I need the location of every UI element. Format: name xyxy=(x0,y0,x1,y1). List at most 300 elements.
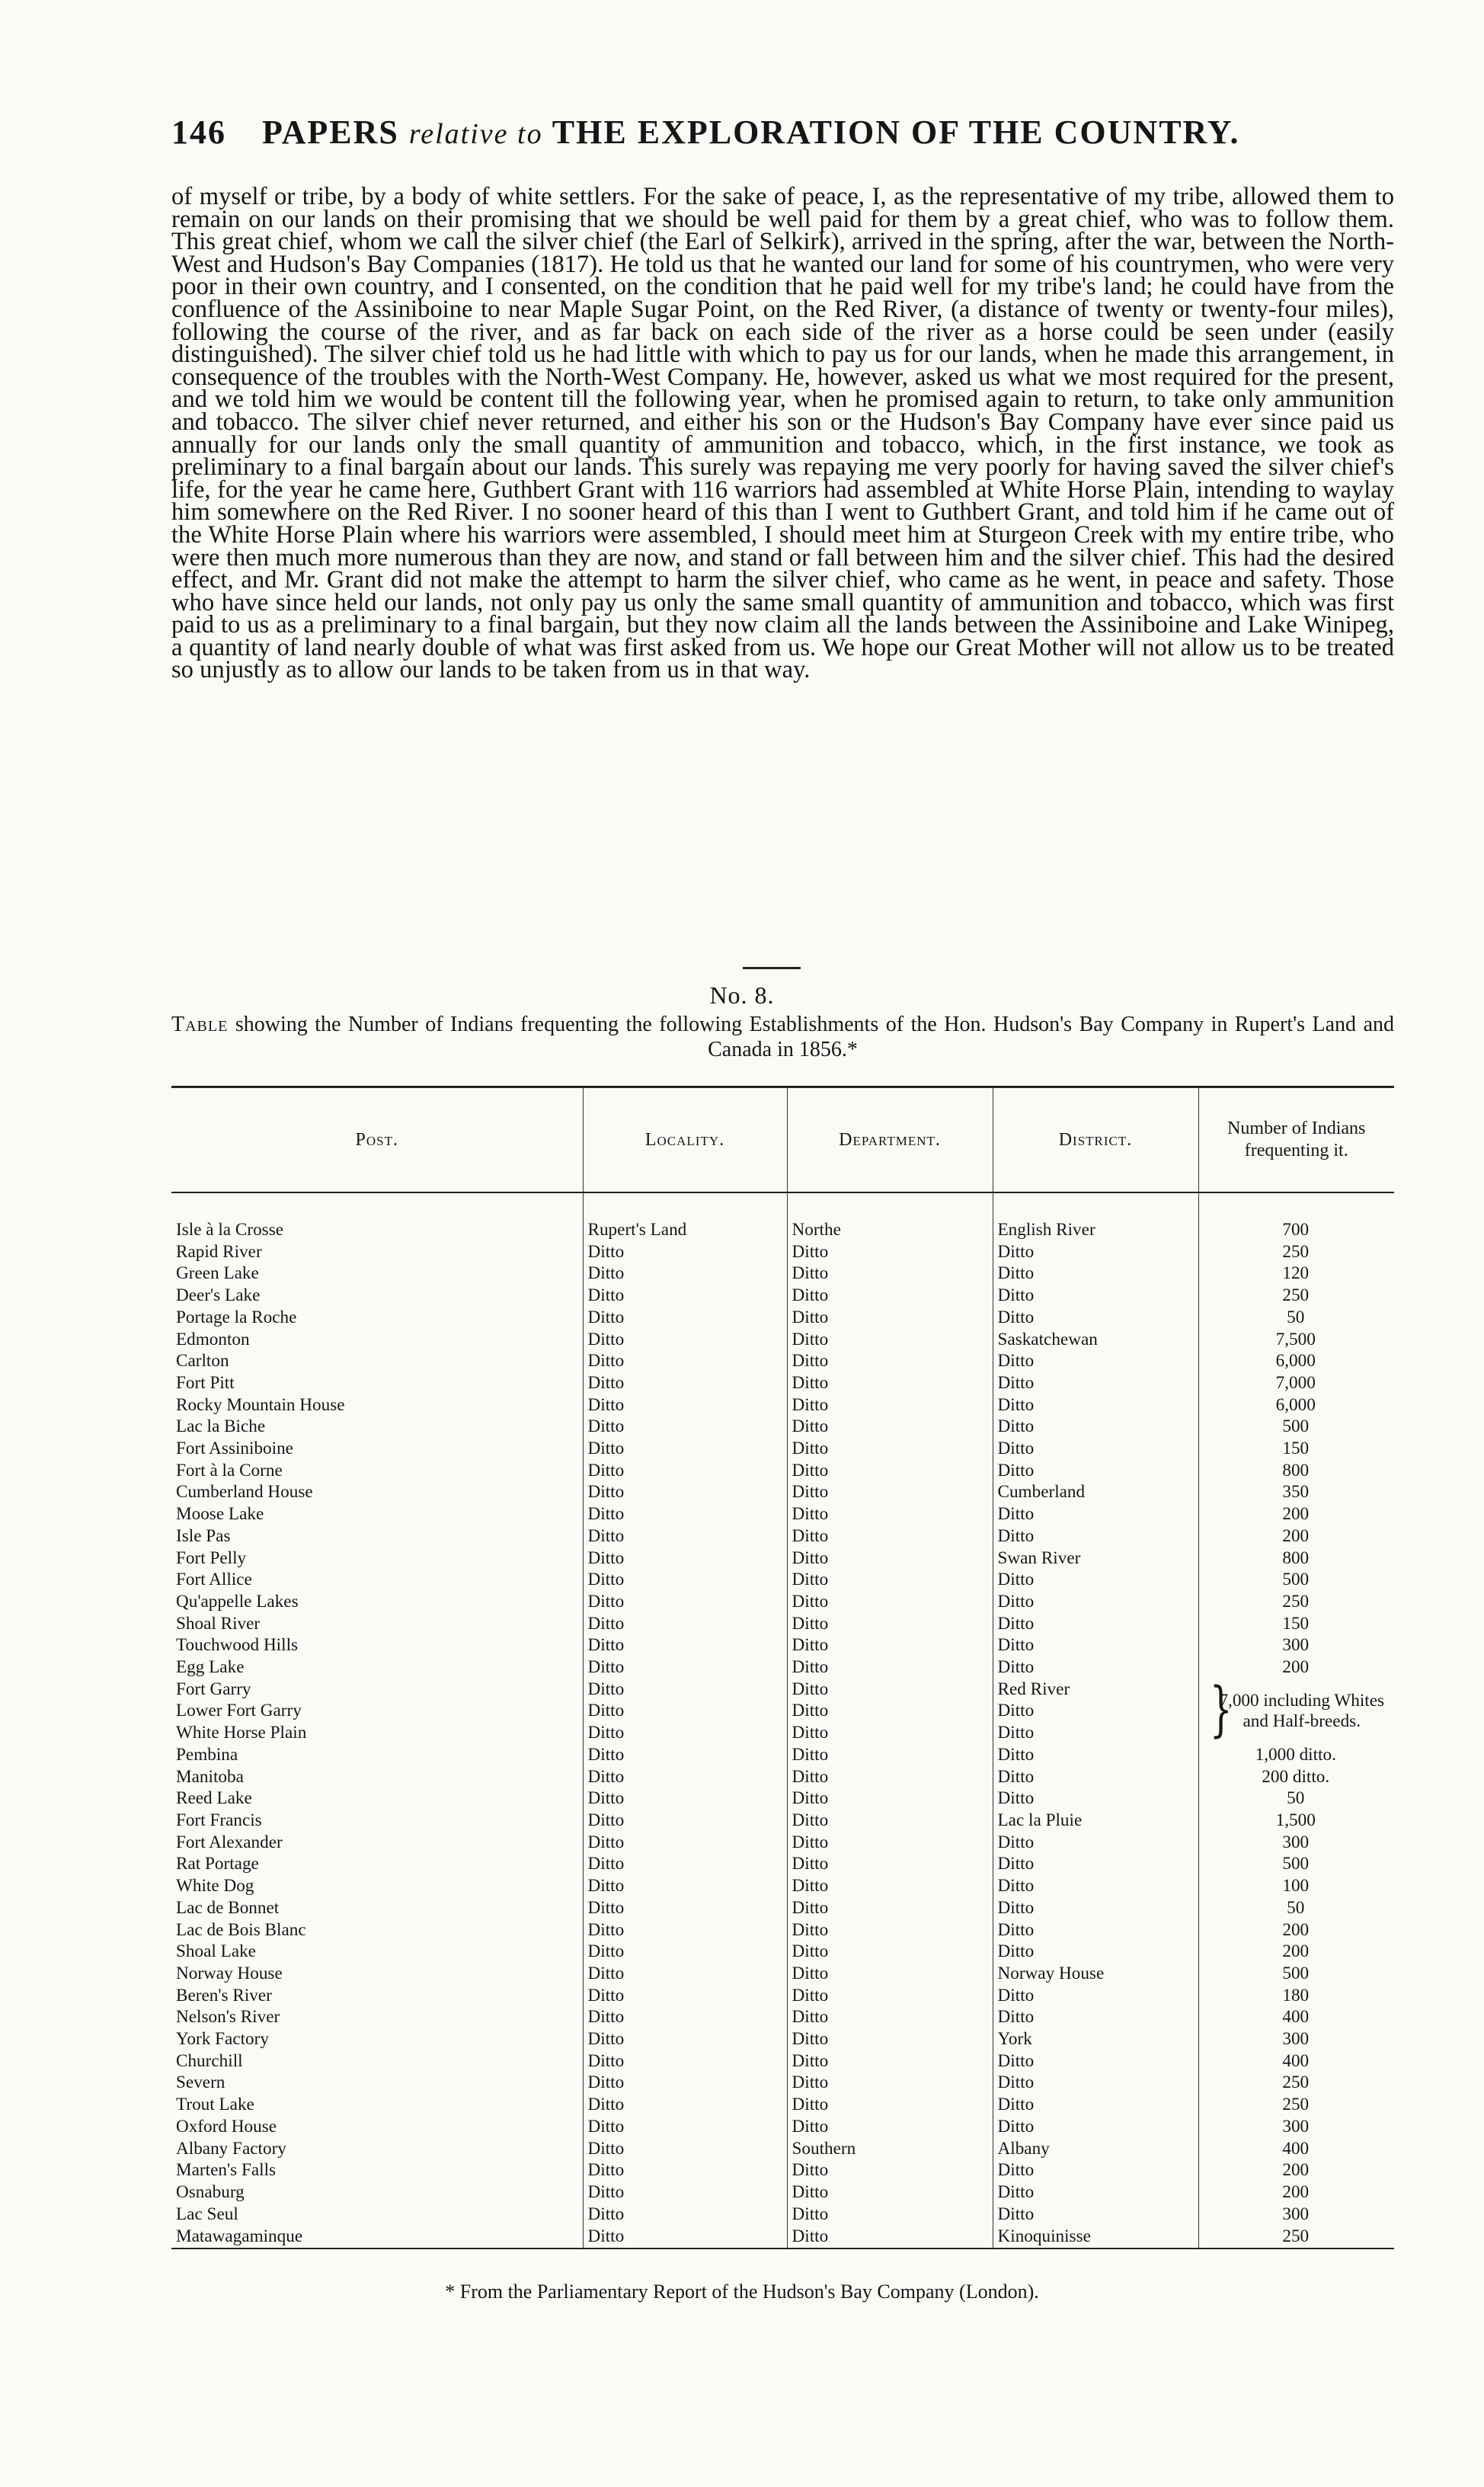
table-row xyxy=(171,1897,1394,1919)
table-row xyxy=(171,1525,1394,1548)
table-row xyxy=(171,1744,1394,1766)
cell-post: Fort Francis xyxy=(176,1810,262,1830)
cell-department: Ditto xyxy=(787,2050,993,2072)
cell-post: Severn xyxy=(176,2072,225,2093)
cell-department: Ditto xyxy=(787,1656,993,1679)
cell-district: Ditto xyxy=(993,2181,1198,2204)
cell-post: Fort Assiniboine xyxy=(176,1439,293,1459)
cell-district: Ditto xyxy=(993,2116,1198,2138)
cell-number: 7,500 xyxy=(1198,1329,1394,1351)
table-row xyxy=(171,1372,1394,1394)
cell-number: 200 xyxy=(1198,2159,1394,2181)
cell-post: Shoal Lake xyxy=(176,1941,256,1962)
cell-department: Ditto xyxy=(787,1985,993,2007)
table-row xyxy=(171,2181,1394,2204)
cell-number: 500 xyxy=(1198,1416,1394,1438)
cell-department: Ditto xyxy=(787,1394,993,1416)
cell-locality: Ditto xyxy=(583,1394,787,1416)
table-row xyxy=(171,2138,1394,2160)
cell-post: Lac la Biche xyxy=(176,1416,266,1437)
cell-locality: Ditto xyxy=(583,2116,787,2138)
header-locality: Locality. xyxy=(583,1087,787,1193)
cell-district: Ditto xyxy=(993,1656,1198,1679)
cell-department: Ditto xyxy=(787,1788,993,1810)
cell-department: Ditto xyxy=(787,2116,993,2138)
cell-number: 300 xyxy=(1198,1634,1394,1656)
cell-number: 200 xyxy=(1198,1919,1394,1941)
footnote: * From the Parliamentary Report of the Hudson's Bay Company (London). xyxy=(445,2281,1039,2303)
cell-post: Fort à la Corne xyxy=(176,1460,283,1480)
cell-district: Swan River xyxy=(993,1548,1198,1570)
cell-department: Ditto xyxy=(787,1613,993,1635)
table-row xyxy=(171,1307,1394,1329)
cell-locality: Ditto xyxy=(583,1853,787,1875)
running-title-italic: relative to xyxy=(408,118,543,150)
cell-post: White Dog xyxy=(176,1876,254,1896)
cell-department: Ditto xyxy=(787,1481,993,1503)
cell-locality: Ditto xyxy=(583,1744,787,1766)
cell-number: 150 xyxy=(1198,1438,1394,1460)
cell-district: Ditto xyxy=(993,1853,1198,1875)
cell-number: 180 xyxy=(1198,1985,1394,2007)
cell-number: 200 xyxy=(1198,1941,1394,1963)
cell-department: Ditto xyxy=(787,1810,993,1832)
cell-department: Ditto xyxy=(787,1372,993,1394)
cell-district: Ditto xyxy=(993,1372,1198,1394)
body-paragraph: of myself or tribe, by a body of white settlers. For the sake of peace, I, as the representative of my tribe, allowed them to remain on our lands on their promising that we should be well paid for them by a great chief, who was to follow them. This great chief, whom we call the silver chief (the Earl of Selkirk), arrived in the spring, after the war, between the North-West and Hudson's Bay Companies (1817). He told us that he wanted our land for some of his countrymen, who were very poor in their own country, and I consented, on the condition that he paid well for my tribe's land; he could have from the confluence of the Assiniboine to near Maple Sugar Point, on the Red River, (a distance of twenty or twenty-four miles), following the course of the river, and as far back on each side of the river as a horse could be seen under (easily distinguished). The silver chief told us he had little with which to pay us for our lands, when he made this arrangement, in consequence of the troubles with the North-West Company. He, however, asked us what we most required for the present, and we told him we would be content till the following year, when he promised again to return, to take only ammunition and tobacco. The silver chief never returned, and either his son or the Hudson's Bay Company have ever since paid us annually for our lands only the small quantity of ammunition and tobacco, which, in the first instance, we took as preliminary to a final bargain about our lands. This surely was repaying me very poorly for having saved the silver chief's life, for the year he came here, Guthbert Grant with 116 warriors had assembled at White Horse Plain, intending to waylay him somewhere on the Red River. I no sooner heard of this than I went to Guthbert Grant, and told him if he came out of the White Horse Plain where his warriors were assembled, I should meet him at Sturgeon Creek with my entire tribe, who were then much more numerous than they are now, and stand or fall between him and the silver chief. This had the desired effect, and Mr. Grant did not make the attempt to harm the silver chief, who came as he went, in peace and safety. Those who have since held our lands, not only pay us only the same small quantity of ammunition and tobacco, which was first paid to us as a preliminary to a final bargain, but they now claim all the lands between the Assiniboine and Lake Winipeg, a quantity of land nearly double of what was first asked from us. We hope our Great Mother will not allow us to be treated so unjustly as to allow our lands to be taken from us in that way. xyxy=(171,183,1394,684)
cell-post: Touchwood Hills xyxy=(176,1635,299,1656)
cell-locality: Ditto xyxy=(583,1569,787,1591)
cell-department: Ditto xyxy=(787,1329,993,1351)
cell-post: Trout Lake xyxy=(176,2095,254,2115)
cell-district: Ditto xyxy=(993,1307,1198,1329)
cell-locality: Ditto xyxy=(583,1613,787,1635)
cell-department: Ditto xyxy=(787,1503,993,1525)
table-row xyxy=(171,1679,1394,1701)
bracket-note: 7,000 including Whites and Half-breeds. xyxy=(1219,1690,1385,1731)
cell-number: 250 xyxy=(1198,2072,1394,2094)
cell-department: Ditto xyxy=(787,1744,993,1766)
table-row xyxy=(171,2116,1394,2138)
cell-post: Cumberland House xyxy=(176,1482,313,1503)
cell-post: York Factory xyxy=(176,2029,269,2050)
cell-locality: Ditto xyxy=(583,2181,787,2204)
cell-district: Ditto xyxy=(993,1416,1198,1438)
cell-post: Shoal River xyxy=(176,1613,261,1634)
cell-district: Ditto xyxy=(993,1613,1198,1635)
cell-district: Ditto xyxy=(993,1569,1198,1591)
cell-post: Lac de Bois Blanc xyxy=(176,1919,306,1940)
cell-department: Northe xyxy=(787,1219,993,1241)
cell-district: Ditto xyxy=(993,1875,1198,1897)
table-row xyxy=(171,1634,1394,1656)
cell-district: Ditto xyxy=(993,1525,1198,1548)
cell-post: Isle à la Crosse xyxy=(176,1220,284,1240)
cell-department: Ditto xyxy=(787,1700,993,1722)
cell-number: 800 xyxy=(1198,1548,1394,1570)
cell-number: 300 xyxy=(1198,1832,1394,1854)
table-row xyxy=(171,1219,1394,1241)
table-row xyxy=(171,1416,1394,1438)
cell-locality: Ditto xyxy=(583,1285,787,1307)
cell-post: Egg Lake xyxy=(176,1657,245,1678)
cell-district: Kinoquinisse xyxy=(993,2225,1198,2249)
table-row xyxy=(171,2072,1394,2094)
cell-number: 300 xyxy=(1198,2116,1394,2138)
cell-number: 250 xyxy=(1198,1241,1394,1263)
cell-locality: Ditto xyxy=(583,1722,787,1744)
cell-locality: Ditto xyxy=(583,1875,787,1897)
table-row xyxy=(171,2204,1394,2226)
cell-post: Rocky Mountain House xyxy=(176,1394,345,1415)
cell-post: Oxford House xyxy=(176,2116,277,2137)
cell-locality: Ditto xyxy=(583,1985,787,2007)
table-caption-lead: Table xyxy=(171,1013,229,1036)
cell-locality: Ditto xyxy=(583,1525,787,1548)
cell-department: Ditto xyxy=(787,2181,993,2204)
header-post: Post. xyxy=(171,1087,583,1193)
cell-number: 250 xyxy=(1198,2094,1394,2116)
cell-locality: Ditto xyxy=(583,1372,787,1394)
table-caption xyxy=(171,1012,1394,1062)
cell-locality: Ditto xyxy=(583,1919,787,1941)
table-row xyxy=(171,1766,1394,1788)
cell-number: 400 xyxy=(1198,2050,1394,2072)
cell-department: Ditto xyxy=(787,1875,993,1897)
cell-number: 400 xyxy=(1198,2138,1394,2160)
cell-number: 200 ditto. xyxy=(1198,1766,1394,1788)
cell-district: Ditto xyxy=(993,1744,1198,1766)
cell-post: Lac de Bonnet xyxy=(176,1897,280,1918)
cell-department: Ditto xyxy=(787,2094,993,2116)
table-row xyxy=(171,1853,1394,1875)
cell-department: Ditto xyxy=(787,2006,993,2028)
cell-locality: Ditto xyxy=(583,1788,787,1810)
cell-department: Ditto xyxy=(787,1853,993,1875)
cell-number: 350 xyxy=(1198,1481,1394,1503)
cell-post: Edmonton xyxy=(176,1329,250,1349)
cell-district: Ditto xyxy=(993,1394,1198,1416)
table-row xyxy=(171,1875,1394,1897)
cell-district: Ditto xyxy=(993,1700,1198,1722)
cell-locality: Ditto xyxy=(583,2006,787,2028)
cell-number: 500 xyxy=(1198,1569,1394,1591)
table-row xyxy=(171,1963,1394,1985)
table-number: No. 8. xyxy=(709,981,775,1009)
cell-locality: Ditto xyxy=(583,1329,787,1351)
table-row xyxy=(171,2159,1394,2181)
table-spacer-row xyxy=(171,1192,1394,1219)
cell-district: Ditto xyxy=(993,1438,1198,1460)
cell-number: 250 xyxy=(1198,1591,1394,1613)
running-title-prefix: PAPERS xyxy=(262,114,399,151)
cell-locality: Ditto xyxy=(583,1832,787,1854)
cell-locality: Ditto xyxy=(583,2159,787,2181)
cell-department: Ditto xyxy=(787,1263,993,1285)
cell-district: York xyxy=(993,2028,1198,2050)
cell-number: 250 xyxy=(1198,2225,1394,2249)
cell-department: Ditto xyxy=(787,1832,993,1854)
cell-number: 500 xyxy=(1198,1963,1394,1985)
cell-number: 7,000 xyxy=(1198,1372,1394,1394)
cell-locality: Ditto xyxy=(583,1897,787,1919)
indians-table xyxy=(171,1086,1394,2249)
table-row xyxy=(171,2094,1394,2116)
cell-locality: Ditto xyxy=(583,2138,787,2160)
cell-department: Ditto xyxy=(787,1241,993,1263)
cell-locality: Ditto xyxy=(583,1963,787,1985)
cell-department: Ditto xyxy=(787,1897,993,1919)
cell-post: Fort Garry xyxy=(176,1679,251,1699)
cell-post: Marten's Falls xyxy=(176,2160,277,2181)
cell-post: Osnaburg xyxy=(176,2181,245,2202)
table-row xyxy=(171,1832,1394,1854)
table-row xyxy=(171,1591,1394,1613)
cell-locality: Ditto xyxy=(583,1591,787,1613)
header-number: Number of Indians frequenting it. xyxy=(1198,1087,1394,1193)
cell-locality: Ditto xyxy=(583,2072,787,2094)
table-header-row xyxy=(171,1087,1394,1193)
cell-number: 250 xyxy=(1198,1285,1394,1307)
cell-post: Deer's Lake xyxy=(176,1285,261,1306)
cell-post: Lower Fort Garry xyxy=(176,1701,302,1721)
cell-post: Isle Pas xyxy=(176,1525,231,1546)
running-head xyxy=(171,113,1390,152)
cell-number: 50 xyxy=(1198,1897,1394,1919)
body-text xyxy=(171,183,1394,684)
cell-district: Ditto xyxy=(993,1941,1198,1963)
table-row xyxy=(171,1481,1394,1503)
cell-district: Ditto xyxy=(993,1722,1198,1744)
cell-post: Rat Portage xyxy=(176,1854,259,1874)
cell-post: Moose Lake xyxy=(176,1504,264,1525)
table-row xyxy=(171,1329,1394,1351)
brace-glyph: } xyxy=(1209,1678,1233,1744)
cell-district: Ditto xyxy=(993,2072,1198,2094)
cell-locality: Ditto xyxy=(583,2050,787,2072)
cell-locality: Ditto xyxy=(583,1548,787,1570)
cell-number: 6,000 xyxy=(1198,1394,1394,1416)
cell-department: Ditto xyxy=(787,1766,993,1788)
cell-locality: Ditto xyxy=(583,1810,787,1832)
table-caption-text: showing the Number of Indians frequenting the following Establishments of the Hon. Hudson's Bay Company in Rupert's Land and Canada in 1856.* xyxy=(235,1013,1394,1061)
cell-department: Ditto xyxy=(787,1941,993,1963)
table-row xyxy=(171,1788,1394,1810)
page-number: 146 xyxy=(171,114,226,151)
cell-district: Ditto xyxy=(993,1591,1198,1613)
cell-number: 50 xyxy=(1198,1307,1394,1329)
cell-district: Ditto xyxy=(993,1634,1198,1656)
cell-district: Norway House xyxy=(993,1963,1198,1985)
cell-district: Lac la Pluie xyxy=(993,1810,1198,1832)
cell-district: Albany xyxy=(993,2138,1198,2160)
cell-locality: Rupert's Land xyxy=(583,1219,787,1241)
cell-locality: Ditto xyxy=(583,1941,787,1963)
cell-locality: Ditto xyxy=(583,1700,787,1722)
cell-post: Rapid River xyxy=(176,1241,262,1262)
cell-locality: Ditto xyxy=(583,1307,787,1329)
cell-department: Ditto xyxy=(787,1416,993,1438)
cell-post: Pembina xyxy=(176,1744,238,1765)
table-row xyxy=(171,1263,1394,1285)
table-body xyxy=(171,1192,1394,2249)
cell-number: 100 xyxy=(1198,1875,1394,1897)
table-row xyxy=(171,2225,1394,2249)
cell-district: Ditto xyxy=(993,1897,1198,1919)
cell-number: 400 xyxy=(1198,2006,1394,2028)
cell-number: 200 xyxy=(1198,1503,1394,1525)
cell-department: Southern xyxy=(787,2138,993,2160)
table-row xyxy=(171,1285,1394,1307)
table-row xyxy=(171,2006,1394,2028)
cell-post: Reed Lake xyxy=(176,1788,252,1809)
cell-post: Green Lake xyxy=(176,1263,259,1284)
cell-post: Albany Factory xyxy=(176,2138,286,2159)
cell-department: Ditto xyxy=(787,2072,993,2094)
cell-number: 1,000 ditto. xyxy=(1198,1744,1394,1766)
cell-post: Carlton xyxy=(176,1351,229,1372)
cell-district: English River xyxy=(993,1219,1198,1241)
cell-post: Matawagaminque xyxy=(171,2225,583,2249)
cell-district: Ditto xyxy=(993,1766,1198,1788)
cell-district: Ditto xyxy=(993,1350,1198,1372)
cell-post: Nelson's River xyxy=(176,2007,280,2028)
cell-locality: Ditto xyxy=(583,1766,787,1788)
cell-number-bracket xyxy=(1198,1679,1394,1744)
cell-district: Ditto xyxy=(993,2094,1198,2116)
cell-district: Ditto xyxy=(993,1285,1198,1307)
cell-department: Ditto xyxy=(787,1548,993,1570)
cell-district: Saskatchewan xyxy=(993,1329,1198,1351)
table-row xyxy=(171,1613,1394,1635)
cell-number: 700 xyxy=(1198,1219,1394,1241)
table-row xyxy=(171,1810,1394,1832)
cell-post: Beren's River xyxy=(176,1985,272,2005)
table-row xyxy=(171,1569,1394,1591)
table-row xyxy=(171,1503,1394,1525)
table-row xyxy=(171,1438,1394,1460)
cell-locality: Ditto xyxy=(583,2225,787,2249)
cell-number: 150 xyxy=(1198,1613,1394,1635)
cell-department: Ditto xyxy=(787,2159,993,2181)
cell-department: Ditto xyxy=(787,2028,993,2050)
cell-locality: Ditto xyxy=(583,1679,787,1701)
cell-department: Ditto xyxy=(787,1460,993,1482)
cell-locality: Ditto xyxy=(583,1503,787,1525)
cell-department: Ditto xyxy=(787,1679,993,1701)
table-row xyxy=(171,1985,1394,2007)
cell-department: Ditto xyxy=(787,1963,993,1985)
cell-post: Qu'appelle Lakes xyxy=(176,1591,299,1612)
cell-locality: Ditto xyxy=(583,1263,787,1285)
cell-department: Ditto xyxy=(787,1569,993,1591)
cell-department: Ditto xyxy=(787,2204,993,2226)
header-department: Department. xyxy=(787,1087,993,1193)
cell-department: Ditto xyxy=(787,2225,993,2249)
table-row xyxy=(171,2028,1394,2050)
cell-department: Ditto xyxy=(787,1285,993,1307)
table-row xyxy=(171,1919,1394,1941)
cell-locality: Ditto xyxy=(583,1634,787,1656)
running-title-suffix: THE EXPLORATION OF THE COUNTRY. xyxy=(552,114,1240,151)
cell-district: Ditto xyxy=(993,1985,1198,2007)
cell-number: 300 xyxy=(1198,2028,1394,2050)
cell-locality: Ditto xyxy=(583,1656,787,1679)
cell-locality: Ditto xyxy=(583,2204,787,2226)
cell-post: Fort Alexander xyxy=(176,1832,283,1852)
cell-locality: Ditto xyxy=(583,2028,787,2050)
table-row xyxy=(171,2050,1394,2072)
cell-post: Manitoba xyxy=(176,1766,244,1787)
cell-post: Norway House xyxy=(176,1963,283,1983)
cell-district: Ditto xyxy=(993,1832,1198,1854)
section-divider xyxy=(743,967,801,969)
cell-locality: Ditto xyxy=(583,1460,787,1482)
cell-number: 120 xyxy=(1198,1263,1394,1285)
cell-post: Fort Pelly xyxy=(176,1548,247,1568)
table-row xyxy=(171,1241,1394,1263)
cell-district: Ditto xyxy=(993,1919,1198,1941)
cell-number: 200 xyxy=(1198,2181,1394,2204)
cell-locality: Ditto xyxy=(583,1350,787,1372)
header-district: District. xyxy=(993,1087,1198,1193)
cell-number: 200 xyxy=(1198,1525,1394,1548)
cell-number: 300 xyxy=(1198,2204,1394,2226)
cell-department: Ditto xyxy=(787,1634,993,1656)
cell-department: Ditto xyxy=(787,1919,993,1941)
cell-post: Fort Allice xyxy=(176,1570,252,1590)
cell-district: Ditto xyxy=(993,2204,1198,2226)
cell-post: Churchill xyxy=(176,2050,243,2071)
cell-number: 800 xyxy=(1198,1460,1394,1482)
cell-locality: Ditto xyxy=(583,2094,787,2116)
table-row xyxy=(171,1394,1394,1416)
table-row xyxy=(171,1656,1394,1679)
cell-number: 6,000 xyxy=(1198,1350,1394,1372)
cell-post: White Horse Plain xyxy=(176,1723,307,1743)
cell-district: Ditto xyxy=(993,2159,1198,2181)
cell-number: 500 xyxy=(1198,1853,1394,1875)
table-row xyxy=(171,1941,1394,1963)
cell-district: Red River xyxy=(993,1679,1198,1701)
table-row xyxy=(171,1350,1394,1372)
cell-number: 50 xyxy=(1198,1788,1394,1810)
cell-district: Ditto xyxy=(993,1263,1198,1285)
cell-number: 1,500 xyxy=(1198,1810,1394,1832)
cell-post: Portage la Roche xyxy=(176,1307,297,1327)
table-row xyxy=(171,1460,1394,1482)
cell-post: Fort Pitt xyxy=(176,1372,235,1393)
cell-department: Ditto xyxy=(787,1307,993,1329)
cell-locality: Ditto xyxy=(583,1481,787,1503)
cell-locality: Ditto xyxy=(583,1241,787,1263)
cell-department: Ditto xyxy=(787,1350,993,1372)
cell-department: Ditto xyxy=(787,1722,993,1744)
cell-district: Cumberland xyxy=(993,1481,1198,1503)
cell-department: Ditto xyxy=(787,1525,993,1548)
cell-locality: Ditto xyxy=(583,1438,787,1460)
cell-district: Ditto xyxy=(993,2050,1198,2072)
cell-post: Lac Seul xyxy=(176,2204,238,2224)
cell-locality: Ditto xyxy=(583,1416,787,1438)
cell-district: Ditto xyxy=(993,1460,1198,1482)
cell-district: Ditto xyxy=(993,1241,1198,1263)
cell-district: Ditto xyxy=(993,1788,1198,1810)
cell-department: Ditto xyxy=(787,1438,993,1460)
cell-department: Ditto xyxy=(787,1591,993,1613)
cell-district: Ditto xyxy=(993,2006,1198,2028)
cell-district: Ditto xyxy=(993,1503,1198,1525)
